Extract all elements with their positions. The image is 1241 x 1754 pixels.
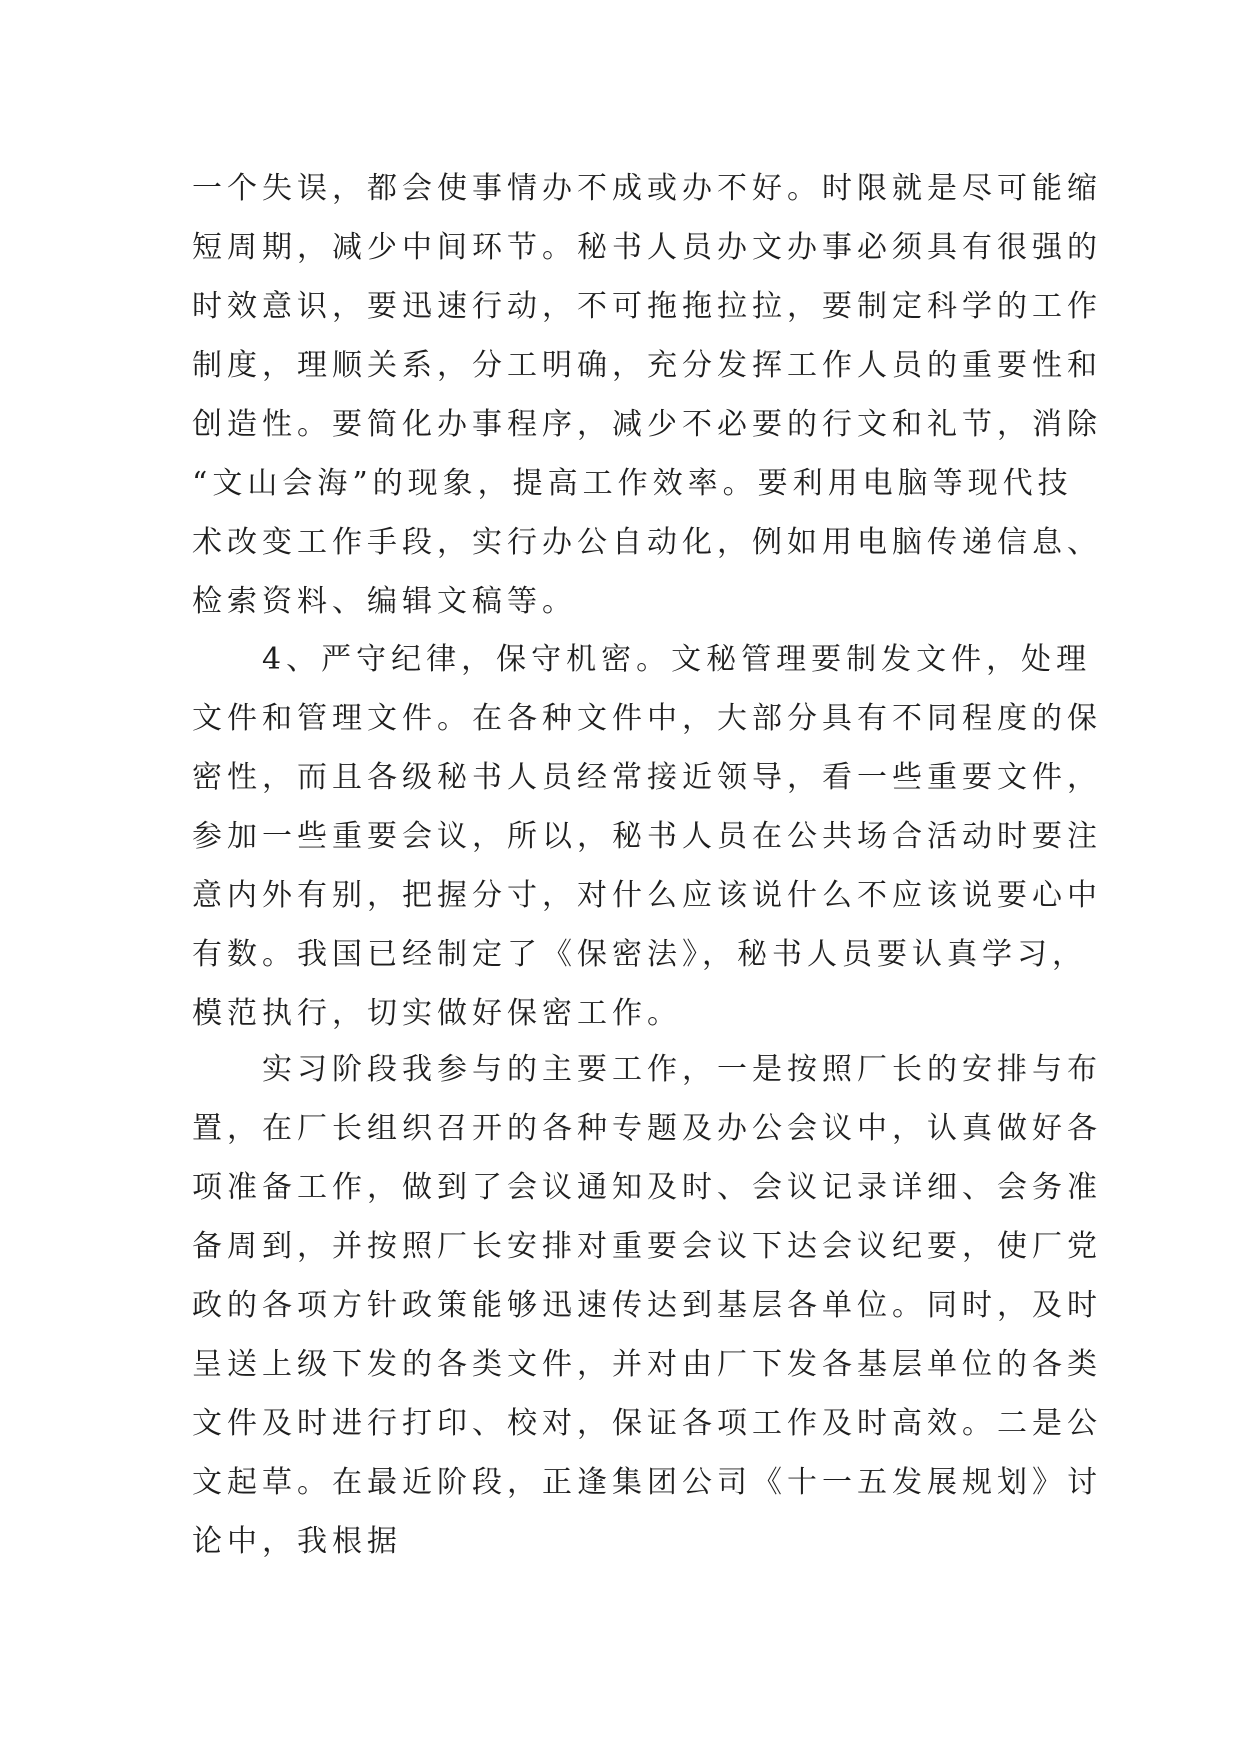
text-line: 短周期，减少中间环节。秘书人员办文办事必须具有很强的 bbox=[192, 230, 1102, 265]
text-line: 密性，而且各级秘书人员经常接近领导，看一些重要文件， bbox=[192, 760, 1102, 795]
text-line: 有数。我国已经制定了《保密法》，秘书人员要认真学习， bbox=[192, 937, 1087, 972]
paragraph-internship-work bbox=[192, 1040, 1102, 1571]
text-line: “文山会海”的现象，提高工作效率。要利用电脑等现代技 bbox=[192, 466, 1073, 501]
text-line: 时效意识，要迅速行动，不可拖拖拉拉，要制定科学的工作 bbox=[192, 289, 1102, 324]
text-line: 检索资料、编辑文稿等。 bbox=[192, 584, 577, 619]
text-line: 论中，我根据 bbox=[192, 1524, 402, 1559]
text-line: 术改变工作手段，实行办公自动化，例如用电脑传递信息、 bbox=[192, 525, 1102, 560]
text-line: 实习阶段我参与的主要工作，一是按照厂长的安排与布 bbox=[192, 1052, 1102, 1087]
text-line: 文件和管理文件。在各种文件中，大部分具有不同程度的保 bbox=[192, 701, 1102, 736]
text-line: 意内外有别，把握分寸，对什么应该说什么不应该说要心中 bbox=[192, 878, 1102, 913]
text-line: 置，在厂长组织召开的各种专题及办公会议中，认真做好各 bbox=[192, 1111, 1102, 1146]
text-line: 备周到，并按照厂长安排对重要会议下达会议纪要，使厂党 bbox=[192, 1229, 1102, 1264]
text-line: 制度，理顺关系，分工明确，充分发挥工作人员的重要性和 bbox=[192, 348, 1102, 383]
paragraph-timeliness bbox=[192, 159, 1102, 631]
text-line: 参加一些重要会议，所以，秘书人员在公共场合活动时要注 bbox=[192, 819, 1102, 854]
text-line: 项准备工作，做到了会议通知及时、会议记录详细、会务准 bbox=[192, 1170, 1102, 1205]
text-line: 一个失误，都会使事情办不成或办不好。时限就是尽可能缩 bbox=[192, 171, 1102, 206]
text-line: 4、严守纪律，保守机密。文秘管理要制发文件，处理 bbox=[192, 642, 1092, 677]
text-line: 政的各项方针政策能够迅速传达到基层各单位。同时，及时 bbox=[192, 1288, 1102, 1323]
text-line: 呈送上级下发的各类文件，并对由厂下发各基层单位的各类 bbox=[192, 1347, 1102, 1382]
paragraph-confidentiality bbox=[192, 630, 1102, 1043]
text-line: 创造性。要简化办事程序，减少不必要的行文和礼节，消除 bbox=[192, 407, 1102, 442]
text-line: 模范执行，切实做好保密工作。 bbox=[192, 996, 682, 1031]
text-line: 文起草。在最近阶段，正逢集团公司《十一五发展规划》讨 bbox=[192, 1465, 1102, 1500]
text-line: 文件及时进行打印、校对，保证各项工作及时高效。二是公 bbox=[192, 1406, 1102, 1441]
